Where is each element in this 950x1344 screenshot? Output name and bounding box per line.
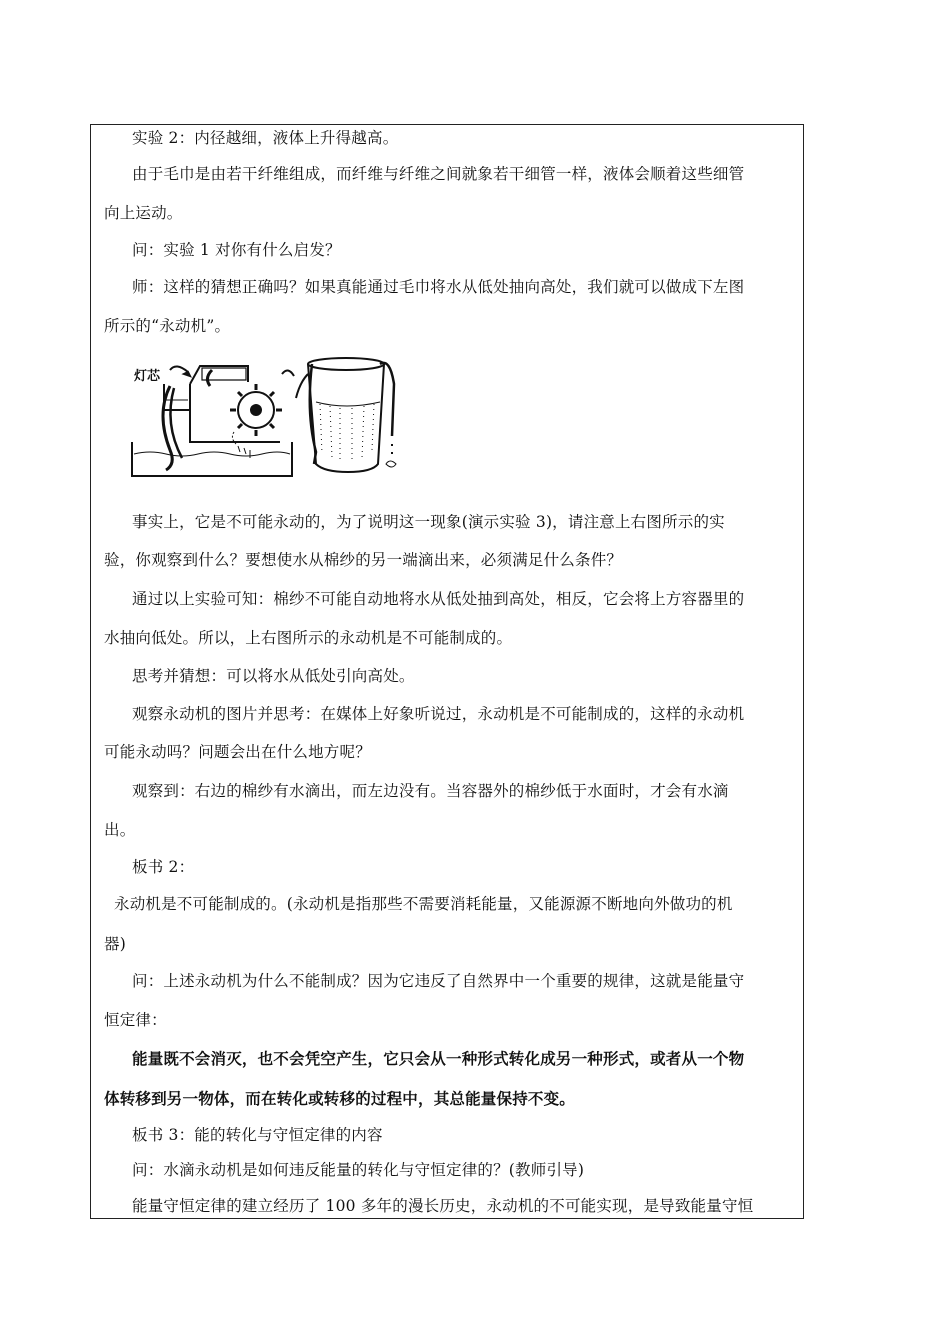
line-question-2: 问：上述永动机为什么不能制成？因为它违反了自然界中一个重要的规律，这就是能量守 <box>132 972 745 990</box>
line-board-2-content-cont: 器) <box>104 935 126 953</box>
line-observed: 观察到：右边的棉纱有水滴出，而左边没有。当容器外的棉纱低于水面时，才会有水滴 <box>132 782 729 800</box>
line-question-3: 问：水滴永动机是如何违反能量的转化与守恒定律的？(教师引导) <box>132 1161 585 1179</box>
line-observed-cont: 出。 <box>104 821 136 839</box>
line-towel-explanation-cont: 向上运动。 <box>104 204 183 222</box>
line-conclusion: 通过以上实验可知：棉纱不可能自动地将水从低处抽到高处，相反，它会将上方容器里的 <box>132 590 745 608</box>
line-board-2-content: 永动机是不可能制成的。(永动机是指那些不需要消耗能量，又能源源不断地向外做功的机 <box>114 895 733 913</box>
line-conclusion-cont: 水抽向低处。所以，上右图所示的永动机是不可能制成的。 <box>104 629 513 647</box>
line-fact-1-cont: 验，你观察到什么？要想使水从棉纱的另一端滴出来，必须满足什么条件？ <box>104 551 623 569</box>
perpetual-motion-figure <box>130 354 398 482</box>
line-law-statement-cont: 体转移到另一物体，而在转化或转移的过程中，其总能量保持不变。 <box>104 1089 576 1108</box>
line-experiment-2: 实验 2：内径越细，液体上升得越高。 <box>132 129 399 147</box>
line-question-2-cont: 恒定律： <box>104 1011 167 1029</box>
line-law-statement: 能量既不会消灭，也不会凭空产生，它只会从一种形式转化成另一种形式，或者从一个物 <box>132 1049 745 1068</box>
line-think-guess: 思考并猜想：可以将水从低处引向高处。 <box>132 667 415 685</box>
line-teacher: 师：这样的猜想正确吗？如果真能通过毛巾将水从低处抽向高处，我们就可以做成下左图 <box>132 278 745 296</box>
line-history: 能量守恒定律的建立经历了 100 多年的漫长历史，永动机的不可能实现，是导致能量守恒 <box>132 1197 754 1215</box>
wick-label: 灯芯 <box>134 369 161 384</box>
line-fact-1: 事实上，它是不可能永动的，为了说明这一现象(演示实验 3)，请注意上右图所示的实 <box>132 513 725 531</box>
line-observe-picture: 观察永动机的图片并思考：在媒体上好象听说过，永动机是不可能制成的，这样的永动机 <box>132 705 745 723</box>
line-teacher-cont: 所示的“永动机”。 <box>104 317 231 335</box>
line-observe-picture-cont: 可能永动吗？问题会出在什么地方呢？ <box>104 743 371 761</box>
line-board-3: 板书 3：能的转化与守恒定律的内容 <box>132 1126 383 1144</box>
line-towel-explanation: 由于毛巾是由若干纤维组成，而纤维与纤维之间就象若干细管一样，液体会顺着这些细管 <box>132 165 745 183</box>
line-question-1: 问：实验 1 对你有什么启发？ <box>132 241 341 259</box>
line-board-2: 板书 2： <box>132 858 195 876</box>
